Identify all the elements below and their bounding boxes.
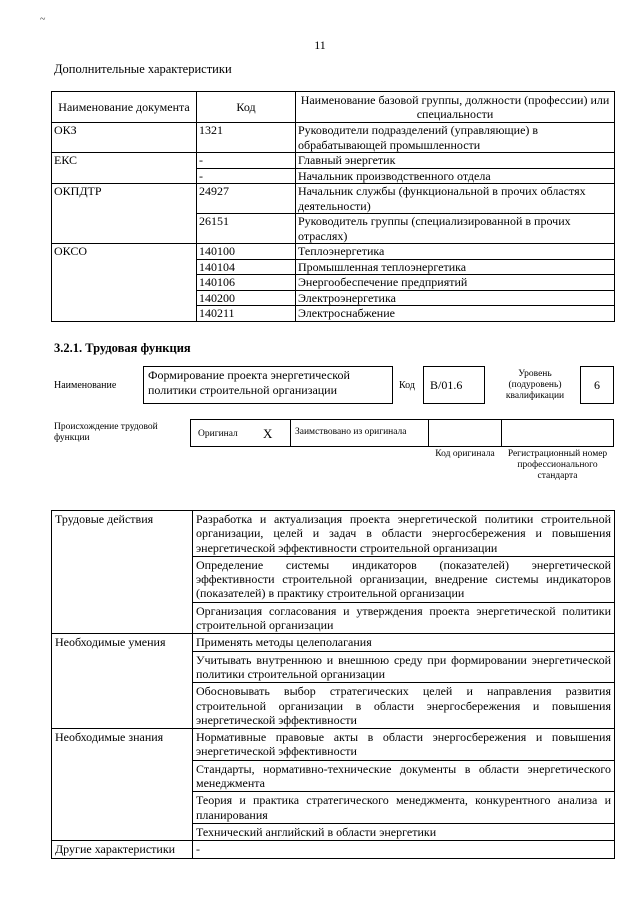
function-code-value: B/01.6 [423, 366, 485, 404]
borrowed-cell [290, 419, 429, 447]
labor-action-item: Определение системы индикаторов (показателей) энергетической эффективности строительной организации, внедрение системы индикаторов (показателей) в практику строительной организации [193, 556, 615, 602]
labor-action-item: Разработка и актуализация проекта энергетической политики строительной организации, целей и задач в области энергосбережения и повышения энергетической эффективности строительной организации [193, 511, 615, 557]
knowledge-label: Необходимые знания [52, 729, 193, 841]
doc-cell: ОКЗ [52, 123, 197, 153]
page-number: 11 [314, 38, 326, 52]
name-cell: Руководитель группы (специализированной в прочих отраслях) [296, 214, 615, 244]
name-cell: Электроэнергетика [296, 290, 615, 306]
knowledge-item: Технический английский в области энергетики [193, 823, 615, 840]
name-cell: Руководители подразделений (управляющие) в обрабатывающей промышленности [296, 123, 615, 153]
table-row [52, 123, 615, 153]
additional-characteristics-table [51, 91, 615, 322]
name-cell: Электроснабжение [296, 306, 615, 322]
level-label: Уровень (подуровень) квалификации [505, 369, 565, 401]
column-header-document: Наименование документа [52, 92, 197, 123]
knowledge-item: Нормативные правовые акты в области энергосбережения и повышения энергетической эффективности [193, 729, 615, 761]
code-cell: - [197, 153, 296, 169]
name-cell: Главный энергетик [296, 153, 615, 169]
skill-item: Учитывать внутреннюю и внешнюю среду при формировании энергетической политики строительной организации [193, 651, 615, 683]
reg-number-label: Регистрационный номер профессионального стандарта [507, 449, 608, 481]
table-header-row [52, 92, 615, 123]
function-details-table [51, 510, 615, 859]
knowledge-item: Теория и практика стратегического менеджмента, конкурентного анализа и планирования [193, 792, 615, 824]
knowledge-item: Стандарты, нормативно-технические документы в области энергетического менеджмента [193, 760, 615, 792]
table-row [52, 511, 615, 557]
column-header-code: Код [197, 92, 296, 123]
table-row [52, 184, 615, 214]
table-row [52, 634, 615, 651]
function-name-value: Формирование проекта энергетической политики строительной организации [143, 366, 393, 404]
name-cell: Начальник производственного отдела [296, 168, 615, 184]
code-original-label: Код оригинала [435, 449, 495, 459]
original-label: Оригинал [198, 429, 238, 439]
code-label: Код [399, 380, 415, 391]
section-title: Дополнительные характеристики [54, 62, 232, 76]
name-cell: Промышленная теплоэнергетика [296, 259, 615, 275]
table-row [52, 244, 615, 260]
skill-item: Обосновывать выбор стратегических целей и направления развития строительной организации в области энергосбережения и повышения энергетической эффективности [193, 683, 615, 729]
corner-mark: ~ [40, 14, 46, 25]
code-cell: 24927 [197, 184, 296, 214]
doc-cell: ОКПДТР [52, 184, 197, 244]
other-value: - [193, 841, 615, 858]
level-value: 6 [580, 366, 614, 404]
column-header-name: Наименование базовой группы, должности (профессии) или специальности [296, 92, 615, 123]
name-label: Наименование [54, 380, 117, 391]
table-row [52, 729, 615, 761]
skills-label: Необходимые умения [52, 634, 193, 729]
skill-item: Применять методы целеполагания [193, 634, 615, 651]
code-cell: 140200 [197, 290, 296, 306]
name-cell: Теплоэнергетика [296, 244, 615, 260]
table-row [52, 841, 615, 858]
code-cell: 140100 [197, 244, 296, 260]
code-cell: 140104 [197, 259, 296, 275]
original-mark: X [263, 426, 273, 441]
labor-actions-label: Трудовые действия [52, 511, 193, 634]
code-cell: 26151 [197, 214, 296, 244]
code-original-cell [428, 419, 502, 447]
borrowed-label: Заимствовано из оригинала [295, 427, 407, 437]
reg-number-cell [501, 419, 614, 447]
code-cell: 140106 [197, 275, 296, 291]
other-label: Другие характеристики [52, 841, 193, 858]
function-heading: 3.2.1. Трудовая функция [54, 341, 191, 355]
doc-cell: ОКСО [52, 244, 197, 322]
table-row [52, 153, 615, 169]
origin-label: Происхождение трудовой функции [54, 422, 158, 443]
code-cell: 140211 [197, 306, 296, 322]
original-cell [190, 419, 291, 447]
name-cell: Энергообеспечение предприятий [296, 275, 615, 291]
code-cell: - [197, 168, 296, 184]
code-cell: 1321 [197, 123, 296, 153]
labor-action-item: Организация согласования и утверждения проекта энергетической политики строительной организации [193, 602, 615, 634]
name-cell: Начальник службы (функциональной в прочих областях деятельности) [296, 184, 615, 214]
doc-cell: ЕКС [52, 153, 197, 184]
